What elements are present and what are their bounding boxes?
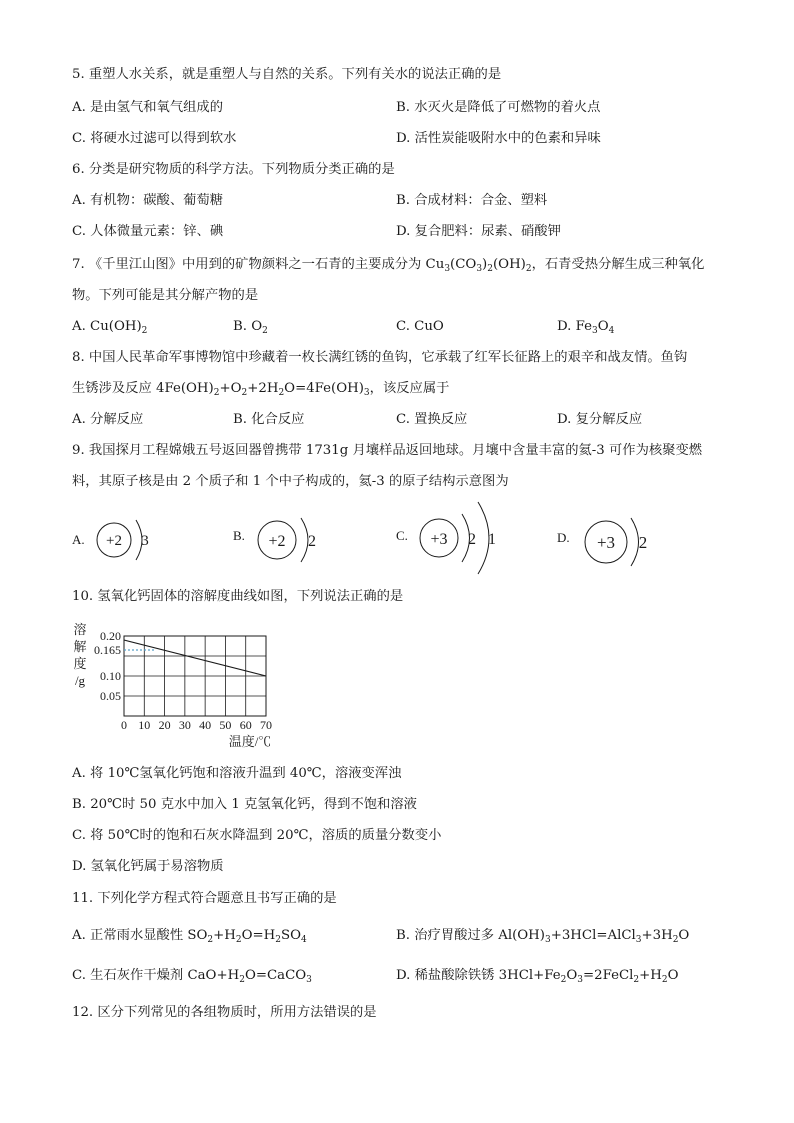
q9-option-c-nucleus-charge: +3 [430, 531, 448, 548]
q5-stem: 5. 重塑人水关系，就是重塑人与自然的关系。下列有关水的说法正确的是 [72, 67, 502, 82]
q10-option-a: A. 将 10℃氢氧化钙饱和溶液升温到 40℃，溶液变浑浊 [72, 766, 402, 781]
q7-option-d: D. $Fe_3O_4$ [557, 319, 615, 336]
chart-y-axis-label-char: /g [74, 673, 86, 688]
q5-option-c: C. 将硬水过滤可以得到软水 [72, 131, 237, 146]
chart-x-tick-label: 0 [121, 718, 127, 732]
chart-y-tick-label: 0.05 [100, 689, 121, 703]
q7-option-b: B. $O_2$ [233, 319, 268, 336]
q10-option-d: D. 氢氧化钙属于易溶物质 [72, 859, 224, 874]
chart-x-tick-label: 10 [138, 718, 151, 732]
q9-option-b-atom-diagram [233, 508, 333, 576]
q9-option-d-label: D. [557, 530, 570, 545]
q9-option-d-shell-arc [631, 518, 639, 566]
q11-option-a: A. 正常雨水显酸性 $SO_2+H_2O=H_2SO_4$ [72, 928, 307, 945]
q5-option-b: B. 水灭火是降低了可燃物的着火点 [396, 100, 601, 115]
q8-option-c: C. 置换反应 [396, 412, 468, 427]
chart-y-axis-label-char: 溶 [73, 622, 87, 637]
q7-stem-line2: 物。下列可能是其分解产物的是 [72, 288, 259, 303]
q9-option-c-inner-shell-electrons: 2 [468, 531, 476, 548]
q6-option-d: D. 复合肥料：尿素、硝酸钾 [396, 224, 561, 239]
q6-stem: 6. 分类是研究物质的科学方法。下列物质分类正确的是 [72, 162, 395, 177]
q5-option-d: D. 活性炭能吸附水中的色素和异味 [396, 131, 601, 146]
q8-option-b: B. 化合反应 [233, 412, 305, 427]
q9-option-a-atom-diagram [72, 508, 172, 576]
chart-x-tick-label: 30 [178, 718, 191, 732]
q6-option-b: B. 合成材料：合金、塑料 [396, 193, 548, 208]
chart-solubility-curve [124, 640, 266, 676]
q12-stem: 12. 区分下列常见的各组物质时，所用方法错误的是 [72, 1005, 377, 1020]
q9-option-d-atom-diagram [557, 508, 667, 576]
q9-option-b-shell-electrons: 2 [308, 533, 316, 550]
q9-stem-line2: 料，其原子核是由 2 个质子和 1 个中子构成的，氦-3 的原子结构示意图为 [72, 474, 509, 489]
q6-option-c: C. 人体微量元素：锌、碘 [72, 224, 224, 239]
q9-option-b-nucleus-charge: +2 [268, 533, 286, 550]
q5-option-a: A. 是由氢气和氧气组成的 [72, 100, 224, 115]
q10-option-b: B. 20℃时 50 克水中加入 1 克氢氧化钙，得到不饱和溶液 [72, 797, 417, 812]
q7-stem-line1: 7. 《千里江山图》中用到的矿物颜料之一石青的主要成分为 $Cu_3(CO_3)_2(OH)_2$，石青受热分解生成三种氧化 [72, 257, 705, 274]
q9-option-b-label: B. [233, 528, 245, 543]
q9-stem-line1: 9. 我国探月工程嫦娥五号返回器曾携带 1731g 月壤样品返回地球。月壤中含量丰富的氦-3 可作为核聚变燃 [72, 443, 703, 458]
q7-option-c: C. CuO [396, 319, 444, 334]
q10-stem: 10. 氢氧化钙固体的溶解度曲线如图，下列说法正确的是 [72, 589, 404, 604]
q9-option-a-nucleus-charge: +2 [106, 533, 122, 549]
q9-option-a-label: A. [72, 532, 85, 547]
q6-option-a: A. 有机物：碳酸、葡萄糖 [72, 193, 224, 208]
q10-option-c: C. 将 50℃时的饱和石灰水降温到 20℃，溶质的质量分数变小 [72, 828, 442, 843]
q11-stem: 11. 下列化学方程式符合题意且书写正确的是 [72, 891, 337, 906]
q9-option-a-shell-electrons: 3 [141, 533, 149, 549]
q7-option-a: A. $Cu(OH)_2$ [72, 319, 148, 336]
chart-y-tick-label: 0.165 [94, 643, 121, 657]
solubility-chart-svg [70, 618, 290, 754]
chart-y-axis-label-char: 度 [73, 656, 87, 671]
chart-x-tick-label: 40 [199, 718, 212, 732]
q9-option-d-nucleus-charge: +3 [596, 533, 616, 552]
chart-y-tick-label: 0.10 [100, 669, 121, 683]
chart-x-axis-label: 温度/℃ [228, 734, 272, 749]
chart-x-tick-label: 20 [158, 718, 171, 732]
q9-option-c-atom-diagram [396, 500, 516, 580]
q11-option-b: B. 治疗胃酸过多 $Al(OH)_3+3HCl=AlCl_3+3H_2O$ [396, 928, 690, 945]
q8-option-d: D. 复分解反应 [557, 412, 643, 427]
q9-option-b-shell-arc [301, 518, 308, 562]
q9-option-d-shell-electrons: 2 [638, 533, 648, 552]
q11-option-c: C. 生石灰作干燥剂 $CaO+H_2O=CaCO_3$ [72, 968, 312, 985]
chart-y-axis-label-char: 解 [73, 639, 87, 654]
q11-option-d: D. 稀盐酸除铁锈 $3HCl+Fe_2O_3=2FeCl_2+H_2O$ [396, 968, 679, 985]
q9-option-c-label: C. [396, 528, 408, 543]
chart-y-tick-label: 0.20 [100, 629, 121, 643]
solubility-chart [70, 618, 290, 754]
q8-stem-line2: 生锈涉及反应 $4Fe(OH)_2+O_2+2H_2O=4Fe(OH)_3$，该反应属于 [72, 381, 450, 398]
chart-x-tick-label: 70 [260, 718, 272, 732]
q8-option-a: A. 分解反应 [72, 412, 144, 427]
chart-x-tick-label: 60 [239, 718, 252, 732]
q8-stem-line1: 8. 中国人民革命军事博物馆中珍藏着一枚长满红锈的鱼钩，它承载了红军长征路上的艰辛和战友情。鱼钩 [72, 350, 688, 365]
chart-x-tick-label: 50 [219, 718, 232, 732]
q9-option-c-outer-shell-electrons: 1 [488, 531, 496, 548]
